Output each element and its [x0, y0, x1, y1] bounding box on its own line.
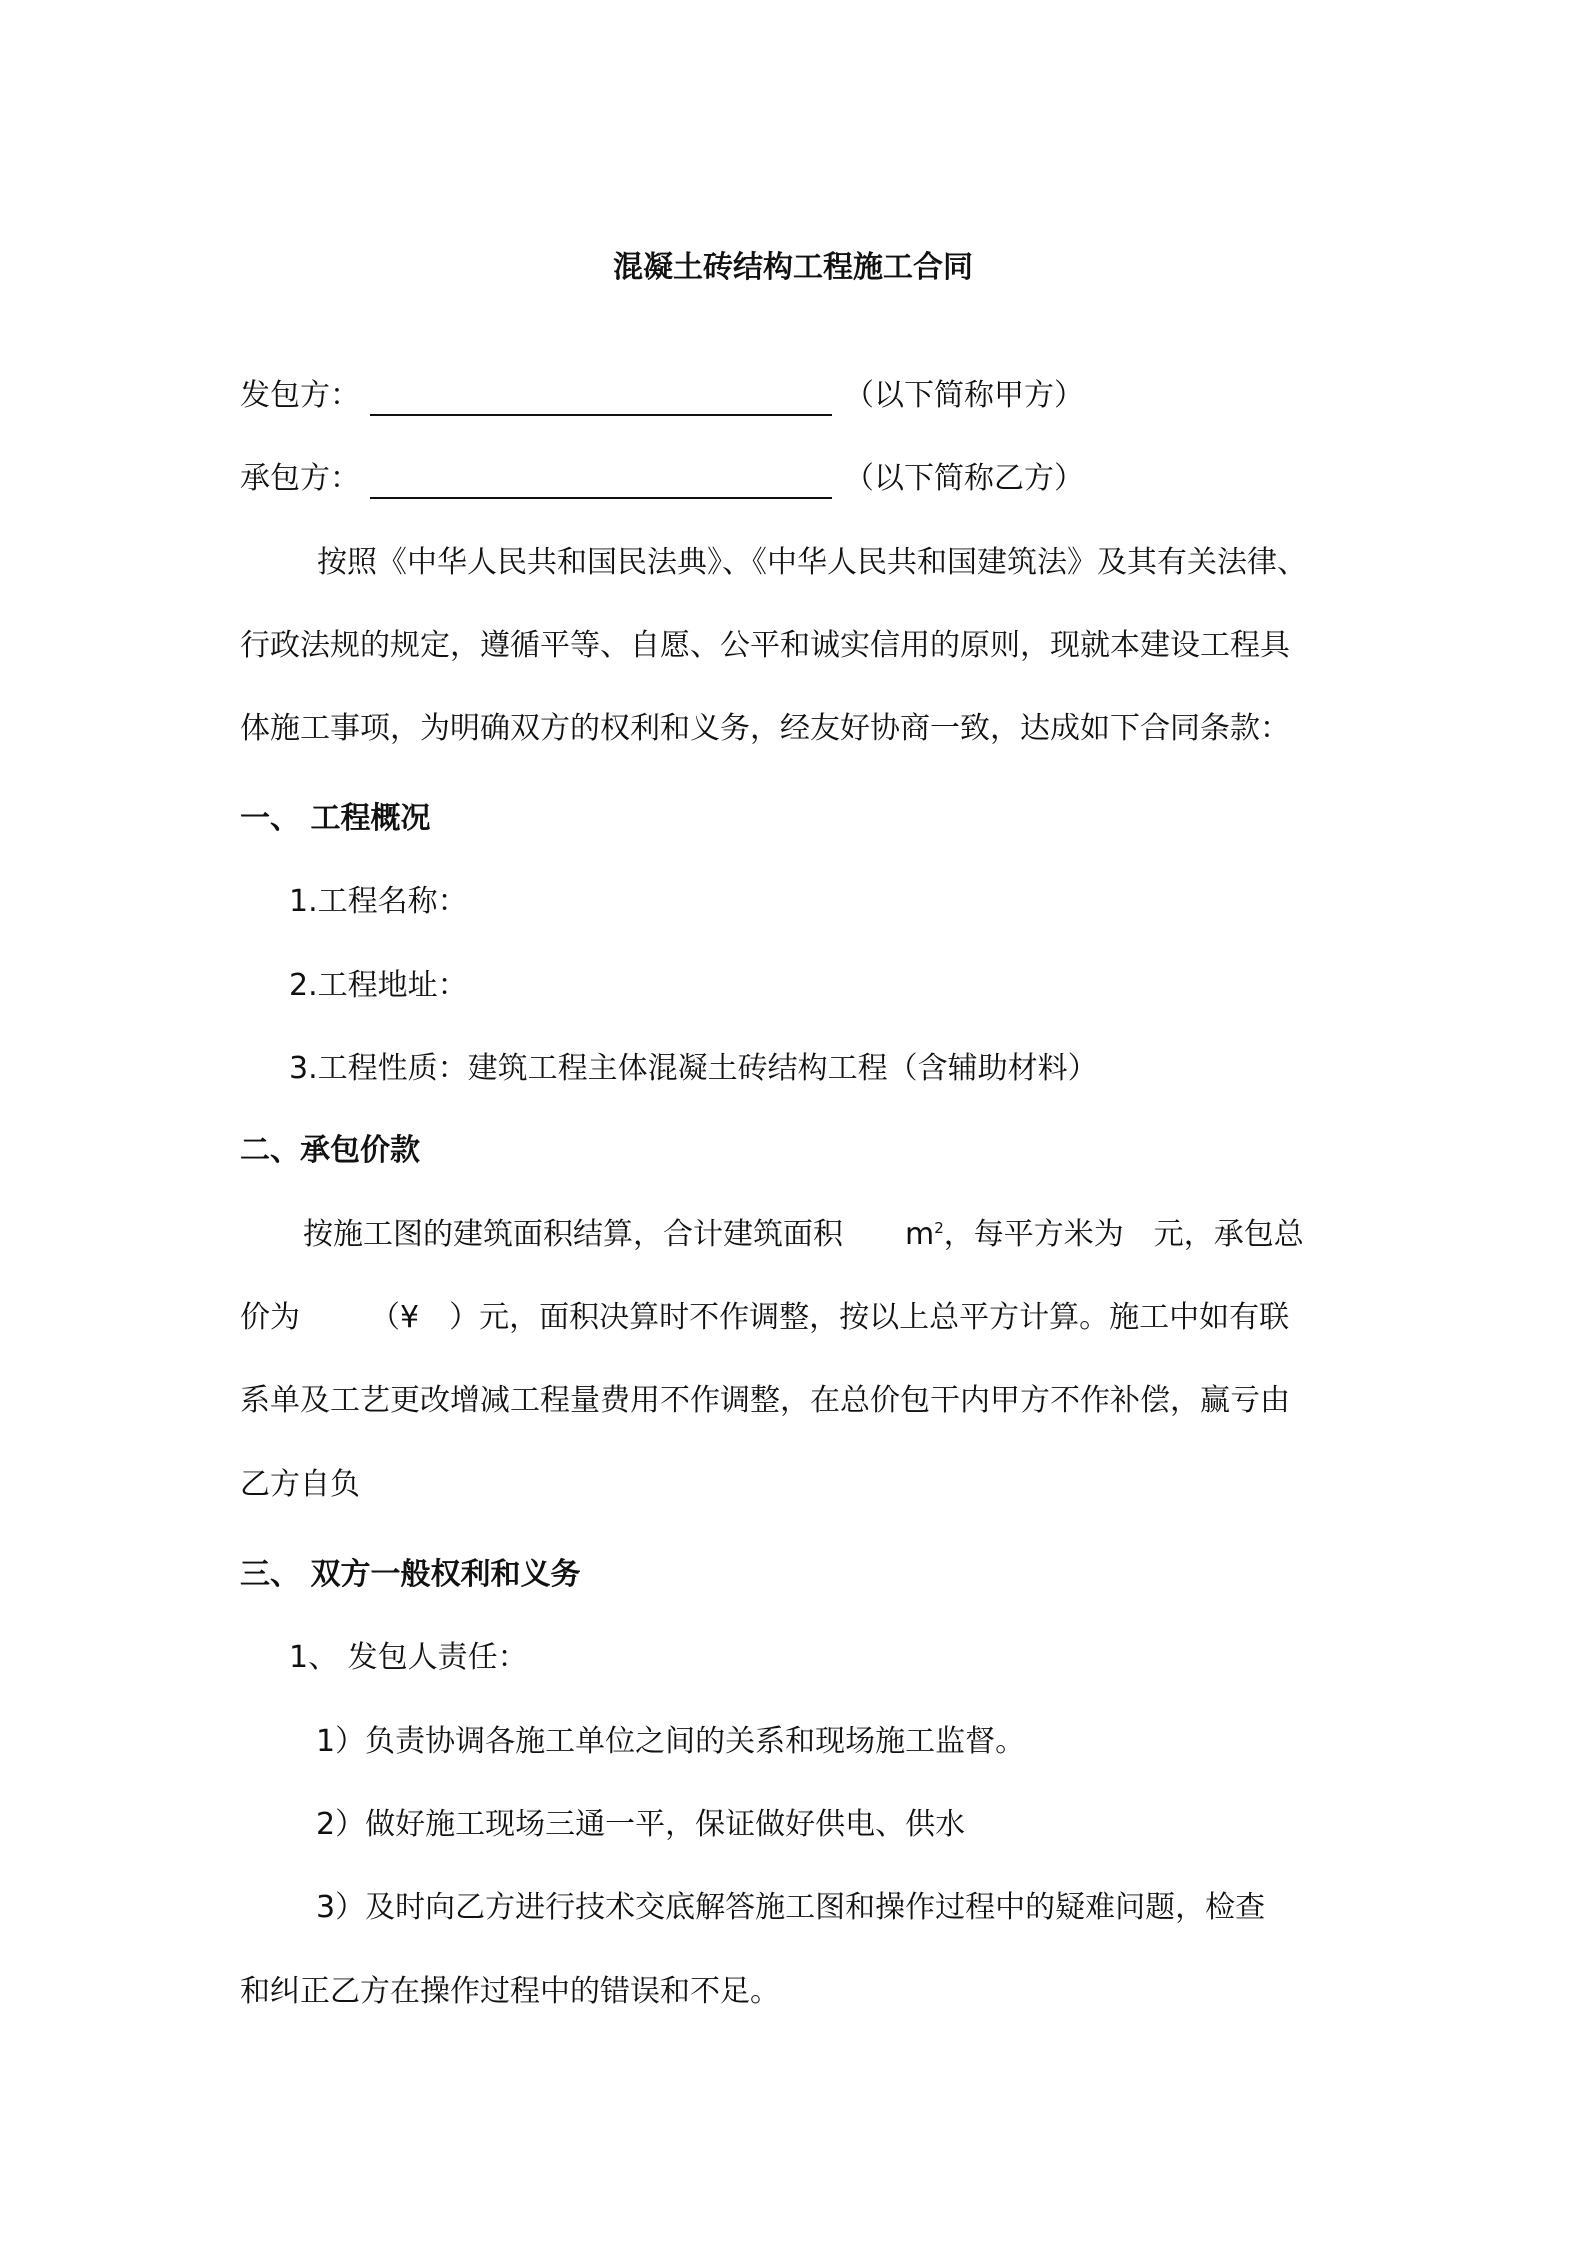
duty-1: 1）负责协调各施工单位之间的关系和现场施工监督。 [316, 1724, 1026, 1759]
price-line-2 [240, 1298, 1289, 1338]
employer-suffix: （以下简称甲方） [844, 378, 1084, 413]
price-line-2-text-b: （¥ [370, 1300, 420, 1335]
duty-2: 2）做好施工现场三通一平，保证做好供电、供水 [316, 1807, 966, 1842]
price-line-1 [303, 1215, 1304, 1255]
area-unit-superscript: 2 [934, 1219, 944, 1237]
project-address-item: 2.工程地址： [289, 968, 468, 1003]
price-line-1-text-b: ，每平方米为 [943, 1217, 1124, 1252]
section-1-heading: 一、 工程概况 [240, 801, 431, 836]
contractor-suffix: （以下简称乙方） [844, 461, 1084, 496]
price-line-3: 系单及工艺更改增减工程量费用不作调整，在总价包干内甲方不作补偿，赢亏由 [240, 1383, 1290, 1418]
project-name-item: 1.工程名称： [289, 884, 468, 919]
contractor-label: 承包方： [240, 461, 360, 496]
project-nature-item: 3.工程性质：建筑工程主体混凝土砖结构工程（含辅助材料） [289, 1051, 1098, 1086]
section-3-heading: 三、 双方一般权利和义务 [240, 1557, 581, 1592]
employer-line [240, 376, 1084, 416]
contractor-line [240, 459, 1084, 499]
employer-duties-heading: 1、 发包人责任： [289, 1640, 528, 1675]
employer-name-field [370, 382, 832, 416]
price-line-4: 乙方自负 [240, 1467, 360, 1502]
duty-3-line-2: 和纠正乙方在操作过程中的错误和不足。 [240, 1974, 780, 2009]
price-line-2-text-a: 价为 [240, 1300, 300, 1335]
contractor-name-field [370, 465, 832, 499]
section-2-heading: 二、承包价款 [240, 1133, 420, 1168]
document-title: 混凝土砖结构工程施工合同 [613, 250, 973, 285]
area-unit: m [905, 1217, 935, 1252]
employer-label: 发包方： [240, 378, 360, 413]
price-line-1-text-a: 按施工图的建筑面积结算，合计建筑面积 [303, 1217, 843, 1252]
price-line-2-text-c: ）元，面积决算时不作调整，按以上总平方计算。施工中如有联 [449, 1300, 1290, 1335]
price-line-1-text-c: 元，承包总 [1153, 1217, 1304, 1252]
preamble-line-3: 体施工事项，为明确双方的权利和义务，经友好协商一致，达成如下合同条款： [240, 711, 1290, 746]
preamble-line-2: 行政法规的规定，遵循平等、自愿、公平和诚实信用的原则，现就本建设工程具 [240, 628, 1290, 663]
duty-3-line-1: 3）及时向乙方进行技术交底解答施工图和操作过程中的疑难问题，检查 [316, 1890, 1266, 1925]
preamble-line-1: 按照《中华人民共和国民法典》、《中华人民共和国建筑法》及其有关法律、 [317, 545, 1307, 580]
